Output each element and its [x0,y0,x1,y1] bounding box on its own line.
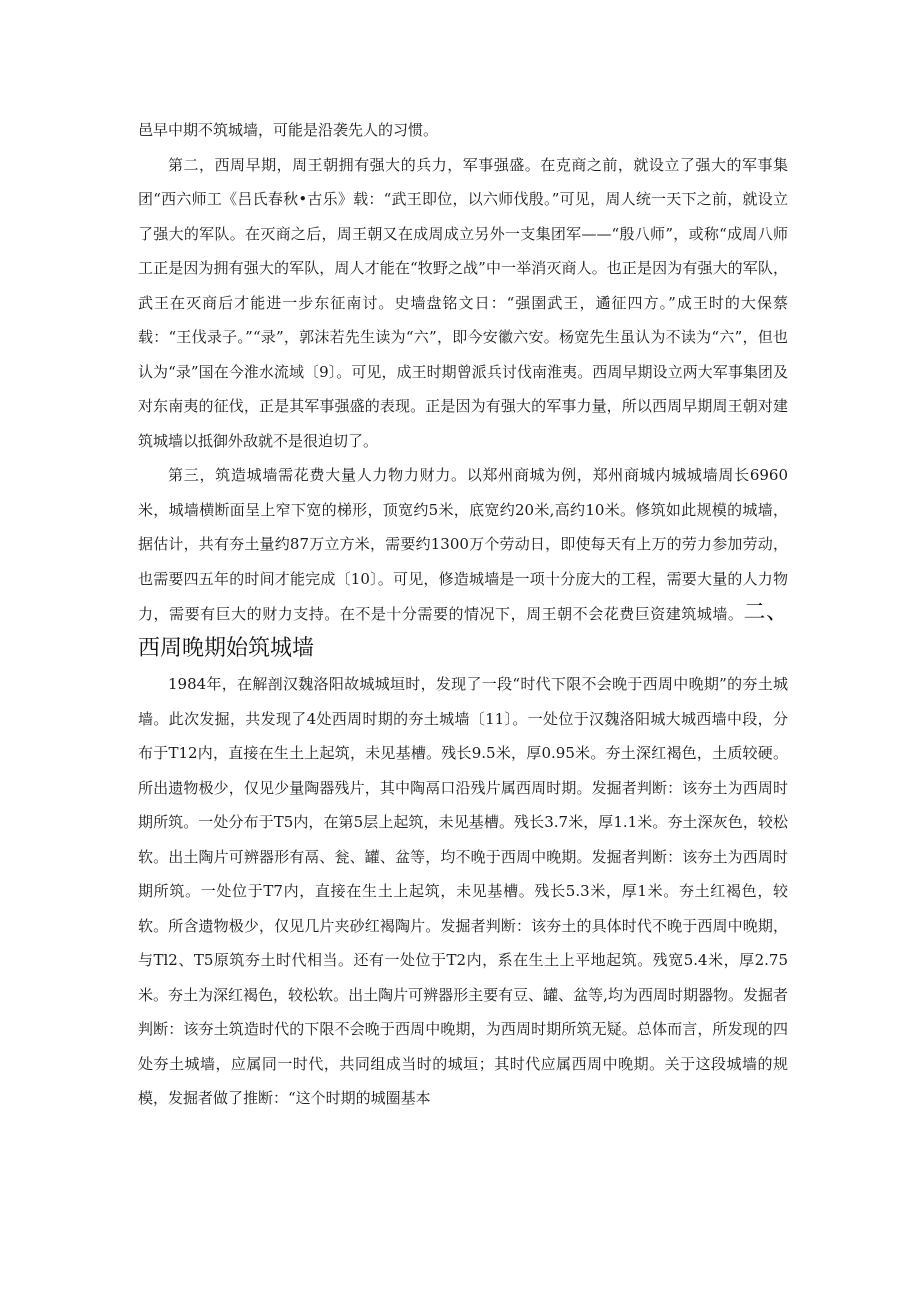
paragraph-construction-cost-text: 第三，筑造城墙需花费大量人力物力财力。以郑州商城为例，郑州商城内城城墙周长6960米，城墙横断面呈上窄下宽的梯形，顶宽约5米，底宽约20米,高约10米。修筑如此规模的城墙，据估计，共有夯土量约87万立方米，需要约1300万个劳动日，即使每天有上万的劳力参加劳动，也需要四五年的时间才能完成〔10〕。可见，修造城墙是一项十分庞大的工程，需要大量的人力物力，需要有巨大的财力支持。在不是十分需要的情况下，周王朝不会花费巨资建筑城墙。 [138,466,788,623]
document-page [138,113,788,1116]
paragraph-construction-cost [138,458,788,667]
paragraph-continuation: 邑早中期不筑城墙，可能是沿袭先人的习惯。 [138,121,439,139]
paragraph-excavation: 1984年，在解剖汉魏洛阳故城城垣时，发现了一段“时代下限不会晚于西周中晚期”的夯土城墙。此次发掘，共发现了4处西周时期的夯土城墙〔11〕。一处位于汉魏洛阳城大城西墙中段，分布于T12内，直接在生土上起筑，未见基槽。残长9.5米，厚0.95米。夯土深红褐色，土质较硬。所出遗物极少，仅见少量陶器残片，其中陶鬲口沿残片属西周时期。发掘者判断：该夯土为西周时期所筑。一处分布于T5内，在第5层上起筑，未见基槽。残长3.7米，厚1.1米。夯土深灰色，较松软。出土陶片可辨器形有鬲、瓮、罐、盆等，均不晚于西周中晚期。发掘者判断：该夯土为西周时期所筑。一处位于T7内，直接在生土上起筑，未见基槽。残长5.3米，厚1米。夯土红褐色，较软。所含遗物极少，仅见几片夹砂红褐陶片。发掘者判断：该夯土的具体时代不晚于西周中晚期，与Tl2、T5原筑夯土时代相当。还有一处位于T2内，系在生土上平地起筑。残宽5.4米，厚2.75米。夯土为深红褐色，较松软。出土陶片可辨器形主要有豆、罐、盆等,均为西周时期器物。发掘者判断：该夯土筑造时代的下限不会晚于西周中晚期，为西周时期所筑无疑。总体而言，所发现的四处夯土城墙，应属同一时代，共同组成当时的城垣；其时代应属西周中晚期。关于这段城墙的规模，发掘者做了推断：“这个时期的城圈基本 [138,675,788,1107]
paragraph-military-strength: 第二，西周早期，周王朝拥有强大的兵力，军事强盛。在克商之前，就设立了强大的军事集团“西六师工《吕氏春秋•古乐》载：“武王即位，以六师伐殷。”可见，周人统一天下之前，就设立了强大的军队。在灭商之后，周王朝又在成周成立另外一支集团军——“殷八师”，或称“成周八师工正是因为拥有强大的军队，周人才能在“牧野之战”中一举消灭商人。也正是因为有强大的军队，武王在灭商后才能进一步东征南讨。史墙盘铭文日：“强圉武王，遹征四方。”成王时的大保蔡载：“王伐录子。”“录”，郭沫若先生读为“六”，即今安徽六安。杨宽先生虽认为不读为“六”，但也认为“录”国在今淮水流域〔9〕。可见，成王时期曾派兵讨伐南淮夷。西周早期设立两大军事集团及对东南夷的征伐，正是其军事强盛的表现。正是因为有强大的军事力量，所以西周早期周王朝对建筑城墙以抵御外敌就不是很迫切了。 [138,155,788,450]
section-heading: 二、西周晚期始筑城墙 [138,600,788,661]
